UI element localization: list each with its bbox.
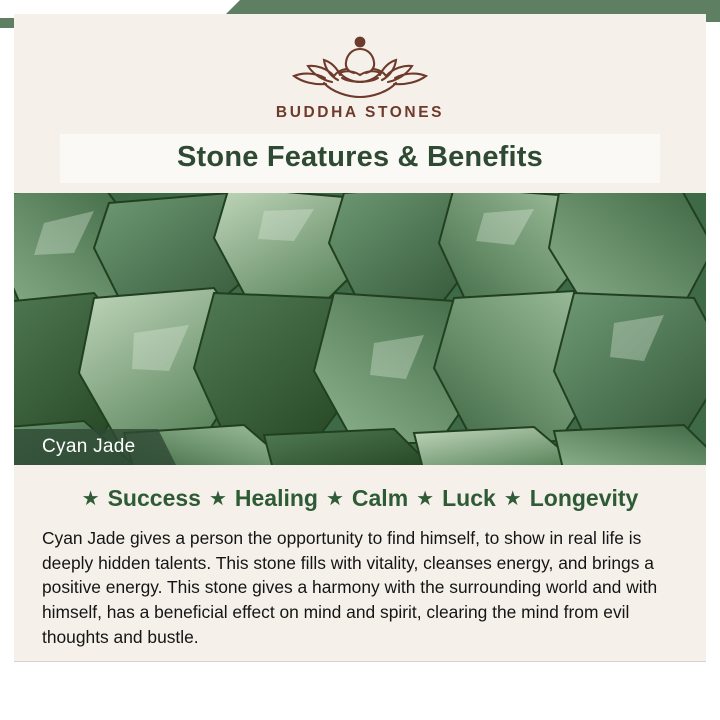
- photo-caption: Cyan Jade: [14, 429, 158, 465]
- star-icon: ★: [208, 487, 227, 510]
- stone-photo: [14, 193, 706, 465]
- brand-header: [14, 14, 706, 122]
- description-text: Cyan Jade gives a person the opportunity to find himself, to show in real life is deeply hidden talents. This stone fills with vitality, cleanses energy, and brings a positive energy. This stone gives a harmony with the surrounding world and with himself, has a beneficial effect on mind and spirit, clearing the mind from evil thoughts and bustle.: [42, 528, 658, 647]
- stone-photo-illustration: [14, 193, 706, 465]
- star-icon: ★: [503, 487, 522, 510]
- star-icon: ★: [416, 487, 435, 510]
- title-banner: [60, 134, 660, 183]
- brand-name: BUDDHA STONES: [275, 104, 445, 121]
- page-title: Stone Features & Benefits: [177, 141, 543, 173]
- benefit-luck: Luck: [442, 485, 496, 511]
- content-card: [14, 14, 706, 706]
- benefit-healing: Healing: [234, 485, 318, 511]
- star-icon: ★: [81, 487, 100, 510]
- benefit-success: Success: [107, 485, 201, 511]
- benefit-longevity: Longevity: [529, 485, 639, 511]
- benefit-calm: Calm: [351, 485, 409, 511]
- star-icon: ★: [325, 487, 344, 510]
- benefits-row: [14, 485, 706, 512]
- lotus-meditation-icon: [280, 28, 440, 100]
- footer-area: [14, 662, 706, 706]
